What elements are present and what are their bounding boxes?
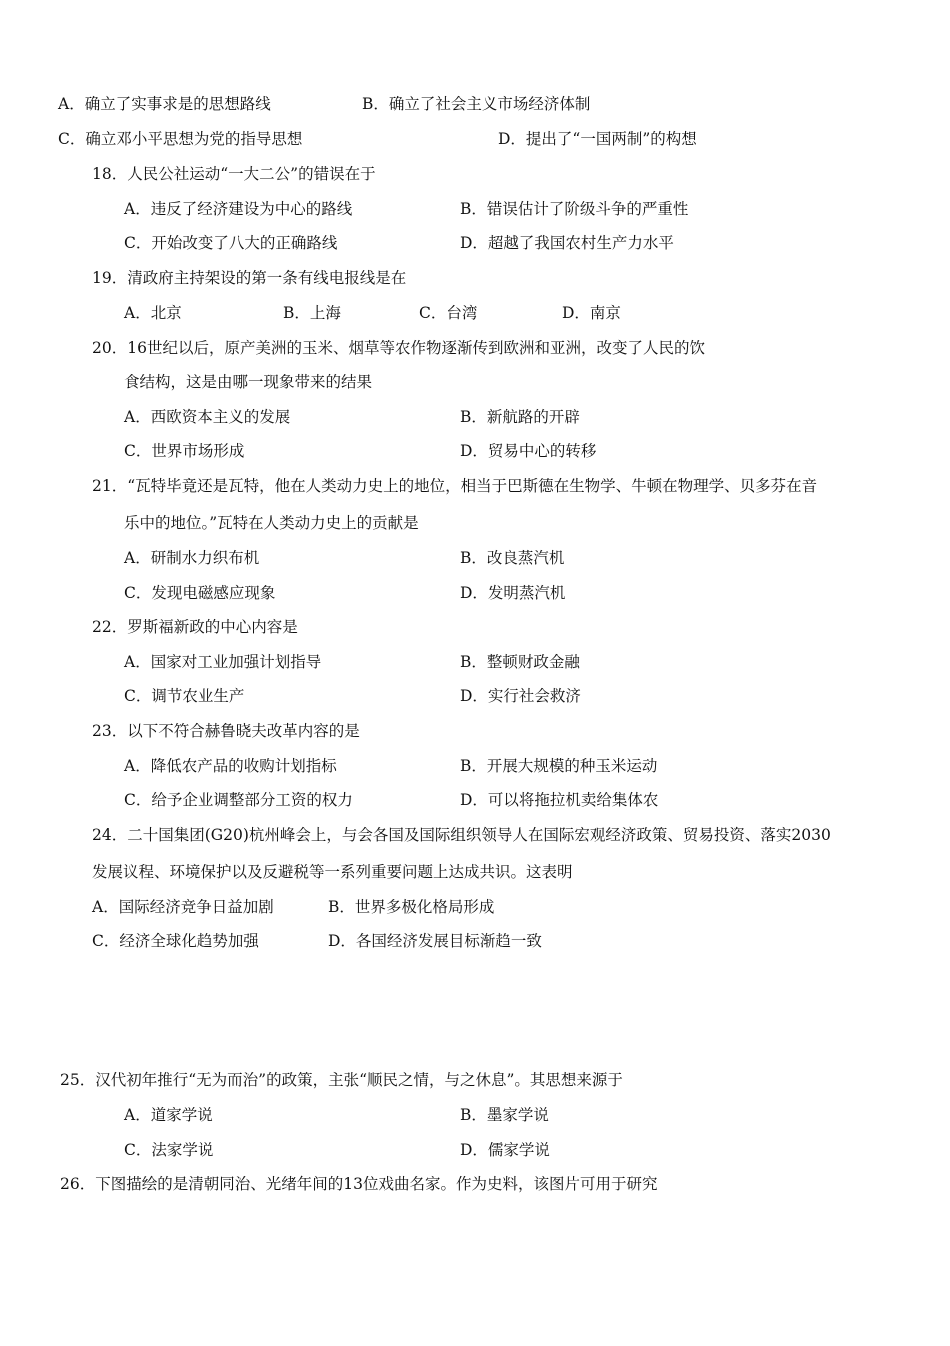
q20-option-b: B．新航路的开辟 bbox=[460, 408, 580, 426]
q24-option-b: B．世界多极化格局形成 bbox=[328, 898, 495, 916]
q17-option-a: A．确立了实事求是的思想路线 bbox=[58, 95, 271, 113]
q23-stem: 23．以下不符合赫鲁晓夫改革内容的是 bbox=[92, 722, 360, 740]
q18-stem: 18．人民公社运动“一大二公”的错误在于 bbox=[92, 165, 376, 183]
q21-stem-line1: 21．“瓦特毕竟还是瓦特，他在人类动力史上的地位，相当于巴斯德在生物学、牛顿在物理学、贝多芬在音 bbox=[92, 477, 818, 495]
q18-option-a: A．违反了经济建设为中心的路线 bbox=[124, 200, 353, 218]
q17-option-d: D．提出了“一国两制”的构想 bbox=[498, 130, 697, 148]
q22-option-b: B．整顿财政金融 bbox=[460, 653, 580, 671]
q23-option-d: D．可以将拖拉机卖给集体农 bbox=[460, 791, 659, 809]
q19-option-a: A．北京 bbox=[124, 304, 182, 322]
q21-option-d: D．发明蒸汽机 bbox=[460, 584, 566, 602]
q18-option-c: C．开始改变了八大的正确路线 bbox=[124, 234, 338, 252]
q20-stem-line1: 20．16世纪以后，原产美洲的玉米、烟草等农作物逐渐传到欧洲和亚洲，改变了人民的饮 bbox=[92, 339, 705, 357]
q22-stem: 22．罗斯福新政的中心内容是 bbox=[92, 618, 298, 636]
q25-option-d: D．儒家学说 bbox=[460, 1141, 550, 1159]
q23-option-c: C．给予企业调整部分工资的权力 bbox=[124, 791, 353, 809]
q19-stem: 19．清政府主持架设的第一条有线电报线是在 bbox=[92, 269, 407, 287]
q24-stem-line1: 24．二十国集团(G20)杭州峰会上，与会各国及国际组织领导人在国际宏观经济政策、贸易投资、落实2030 bbox=[92, 826, 831, 844]
q24-stem-line2: 发展议程、环境保护以及反避税等一系列重要问题上达成共识。这表明 bbox=[92, 863, 573, 881]
q22-option-a: A．国家对工业加强计划指导 bbox=[124, 653, 322, 671]
q20-option-c: C．世界市场形成 bbox=[124, 442, 245, 460]
q20-option-d: D．贸易中心的转移 bbox=[460, 442, 597, 460]
q20-stem-line2: 食结构，这是由哪一现象带来的结果 bbox=[124, 373, 373, 391]
q25-option-a: A．道家学说 bbox=[124, 1106, 213, 1124]
q19-option-b: B．上海 bbox=[283, 304, 341, 322]
q17-option-c: C．确立邓小平思想为党的指导思想 bbox=[58, 130, 303, 148]
q25-stem: 25．汉代初年推行“无为而治”的政策，主张“顺民之情，与之休息”。其思想来源于 bbox=[60, 1071, 623, 1089]
q19-option-d: D．南京 bbox=[562, 304, 621, 322]
q23-option-a: A．降低农产品的收购计划指标 bbox=[124, 757, 337, 775]
q23-option-b: B．开展大规模的种玉米运动 bbox=[460, 757, 658, 775]
q24-option-d: D．各国经济发展目标渐趋一致 bbox=[328, 932, 542, 950]
q17-option-b: B．确立了社会主义市场经济体制 bbox=[362, 95, 591, 113]
q26-stem: 26．下图描绘的是清朝同治、光绪年间的13位戏曲名家。作为史料，该图片可用于研究 bbox=[60, 1175, 658, 1193]
q21-option-a: A．研制水力织布机 bbox=[124, 549, 260, 567]
q25-option-b: B．墨家学说 bbox=[460, 1106, 549, 1124]
q21-option-c: C．发现电磁感应现象 bbox=[124, 584, 276, 602]
q18-option-b: B．错误估计了阶级斗争的严重性 bbox=[460, 200, 689, 218]
q19-option-c: C．台湾 bbox=[419, 304, 478, 322]
q24-option-c: C．经济全球化趋势加强 bbox=[92, 932, 259, 950]
q21-option-b: B．改良蒸汽机 bbox=[460, 549, 565, 567]
q22-option-d: D．实行社会救济 bbox=[460, 687, 581, 705]
q24-option-a: A．国际经济竞争日益加剧 bbox=[92, 898, 274, 916]
q21-stem-line2: 乐中的地位。”瓦特在人类动力史上的贡献是 bbox=[124, 514, 419, 532]
q18-option-d: D．超越了我国农村生产力水平 bbox=[460, 234, 674, 252]
q20-option-a: A．西欧资本主义的发展 bbox=[124, 408, 291, 426]
q25-option-c: C．法家学说 bbox=[124, 1141, 214, 1159]
q22-option-c: C．调节农业生产 bbox=[124, 687, 245, 705]
